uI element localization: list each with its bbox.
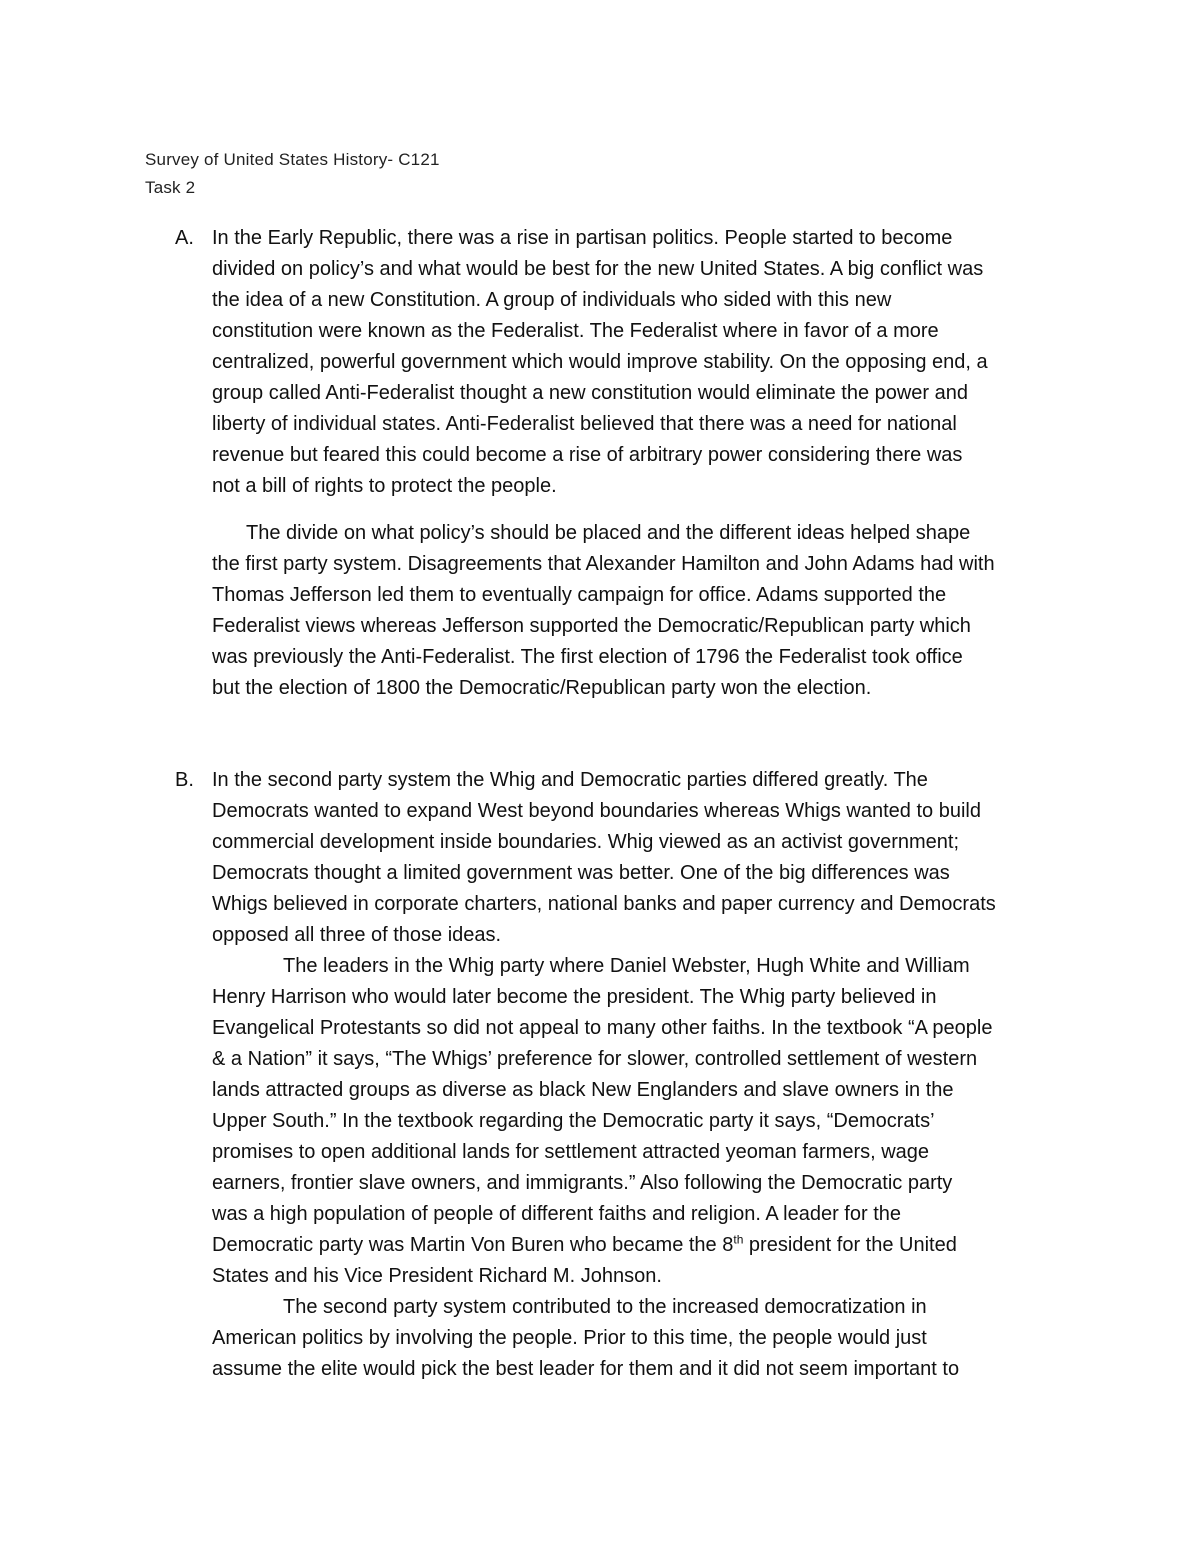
document-header: [145, 146, 440, 202]
text-line: [212, 1230, 1092, 1261]
text-line: The leaders in the Whig party where Daniel Webster, Hugh White and William: [283, 955, 970, 977]
text-line: Whigs believed in corporate charters, national banks and paper currency and Democrats: [212, 893, 996, 915]
text-line: earners, frontier slave owners, and immigrants.” Also following the Democratic party: [212, 1172, 953, 1194]
text-line: but the election of 1800 the Democratic/Republican party won the election.: [212, 677, 872, 699]
text-line: American politics by involving the people. Prior to this time, the people would just: [212, 1327, 927, 1349]
text-line: The second party system contributed to the increased democratization in: [283, 1296, 927, 1318]
text-line: States and his Vice President Richard M. Johnson.: [212, 1265, 662, 1287]
text-line: divided on policy’s and what would be best for the new United States. A big conflict was: [212, 258, 984, 280]
text-line: constitution were known as the Federalist. The Federalist where in favor of a more: [212, 320, 939, 342]
text-line: Federalist views whereas Jefferson supported the Democratic/Republican party which: [212, 615, 971, 637]
text-line: Democrats wanted to expand West beyond boundaries whereas Whigs wanted to build: [212, 800, 981, 822]
text-line: commercial development inside boundaries. Whig viewed as an activist government;: [212, 831, 960, 853]
text-line: & a Nation” it says, “The Whigs’ preference for slower, controlled settlement of western: [212, 1048, 978, 1070]
text-line: was previously the Anti-Federalist. The first election of 1796 the Federalist took office: [212, 646, 963, 668]
section-b-paragraph-1: [212, 765, 1092, 951]
text-line: the first party system. Disagreements that Alexander Hamilton and John Adams had with: [212, 553, 995, 575]
text-line: was a high population of people of different faiths and religion. A leader for the: [212, 1203, 902, 1225]
text-line: liberty of individual states. Anti-Federalist believed that there was a need for national: [212, 413, 957, 435]
text-line: In the second party system the Whig and Democratic parties differed greatly. The: [212, 769, 928, 791]
text-line: Henry Harrison who would later become the president. The Whig party believed in: [212, 986, 937, 1008]
text-line: not a bill of rights to protect the people.: [212, 475, 557, 497]
text-line: The divide on what policy’s should be placed and the different ideas helped shape: [246, 522, 971, 544]
section-a-paragraph-1: [212, 223, 1092, 502]
text-line: Democrats thought a limited government was better. One of the big differences was: [212, 862, 950, 884]
text-line: In the Early Republic, there was a rise in partisan politics. People started to become: [212, 227, 953, 249]
section-b-paragraph-2: [212, 951, 1092, 1292]
text-line: revenue but feared this could become a rise of arbitrary power considering there was: [212, 444, 963, 466]
text-fragment: president for the United: [743, 1234, 957, 1256]
course-title: Survey of United States History- C121: [145, 150, 440, 169]
task-label: Task 2: [145, 178, 196, 197]
text-line: the idea of a new Constitution. A group of individuals who sided with this new: [212, 289, 892, 311]
ordinal-superscript: th: [733, 1232, 744, 1247]
text-line: lands attracted groups as diverse as black New Englanders and slave owners in the: [212, 1079, 954, 1101]
section-a-paragraph-2: [212, 518, 1092, 704]
text-line: centralized, powerful government which would improve stability. On the opposing end, a: [212, 351, 988, 373]
text-line: opposed all three of those ideas.: [212, 924, 502, 946]
text-line: group called Anti-Federalist thought a new constitution would eliminate the power and: [212, 382, 969, 404]
text-line: Thomas Jefferson led them to eventually campaign for office. Adams supported the: [212, 584, 947, 606]
text-line: promises to open additional lands for settlement attracted yeoman farmers, wage: [212, 1141, 930, 1163]
text-line: Evangelical Protestants so did not appeal to many other faiths. In the textbook “A people: [212, 1017, 993, 1039]
section-a-label: A.: [175, 227, 194, 249]
text-line: Upper South.” In the textbook regarding the Democratic party it says, “Democrats’: [212, 1110, 935, 1132]
text-line: assume the elite would pick the best leader for them and it did not seem important to: [212, 1358, 960, 1380]
text-fragment: Democratic party was Martin Von Buren who became the 8: [212, 1234, 734, 1256]
section-b-label: B.: [175, 769, 194, 791]
section-b-paragraph-3: [212, 1292, 1092, 1385]
